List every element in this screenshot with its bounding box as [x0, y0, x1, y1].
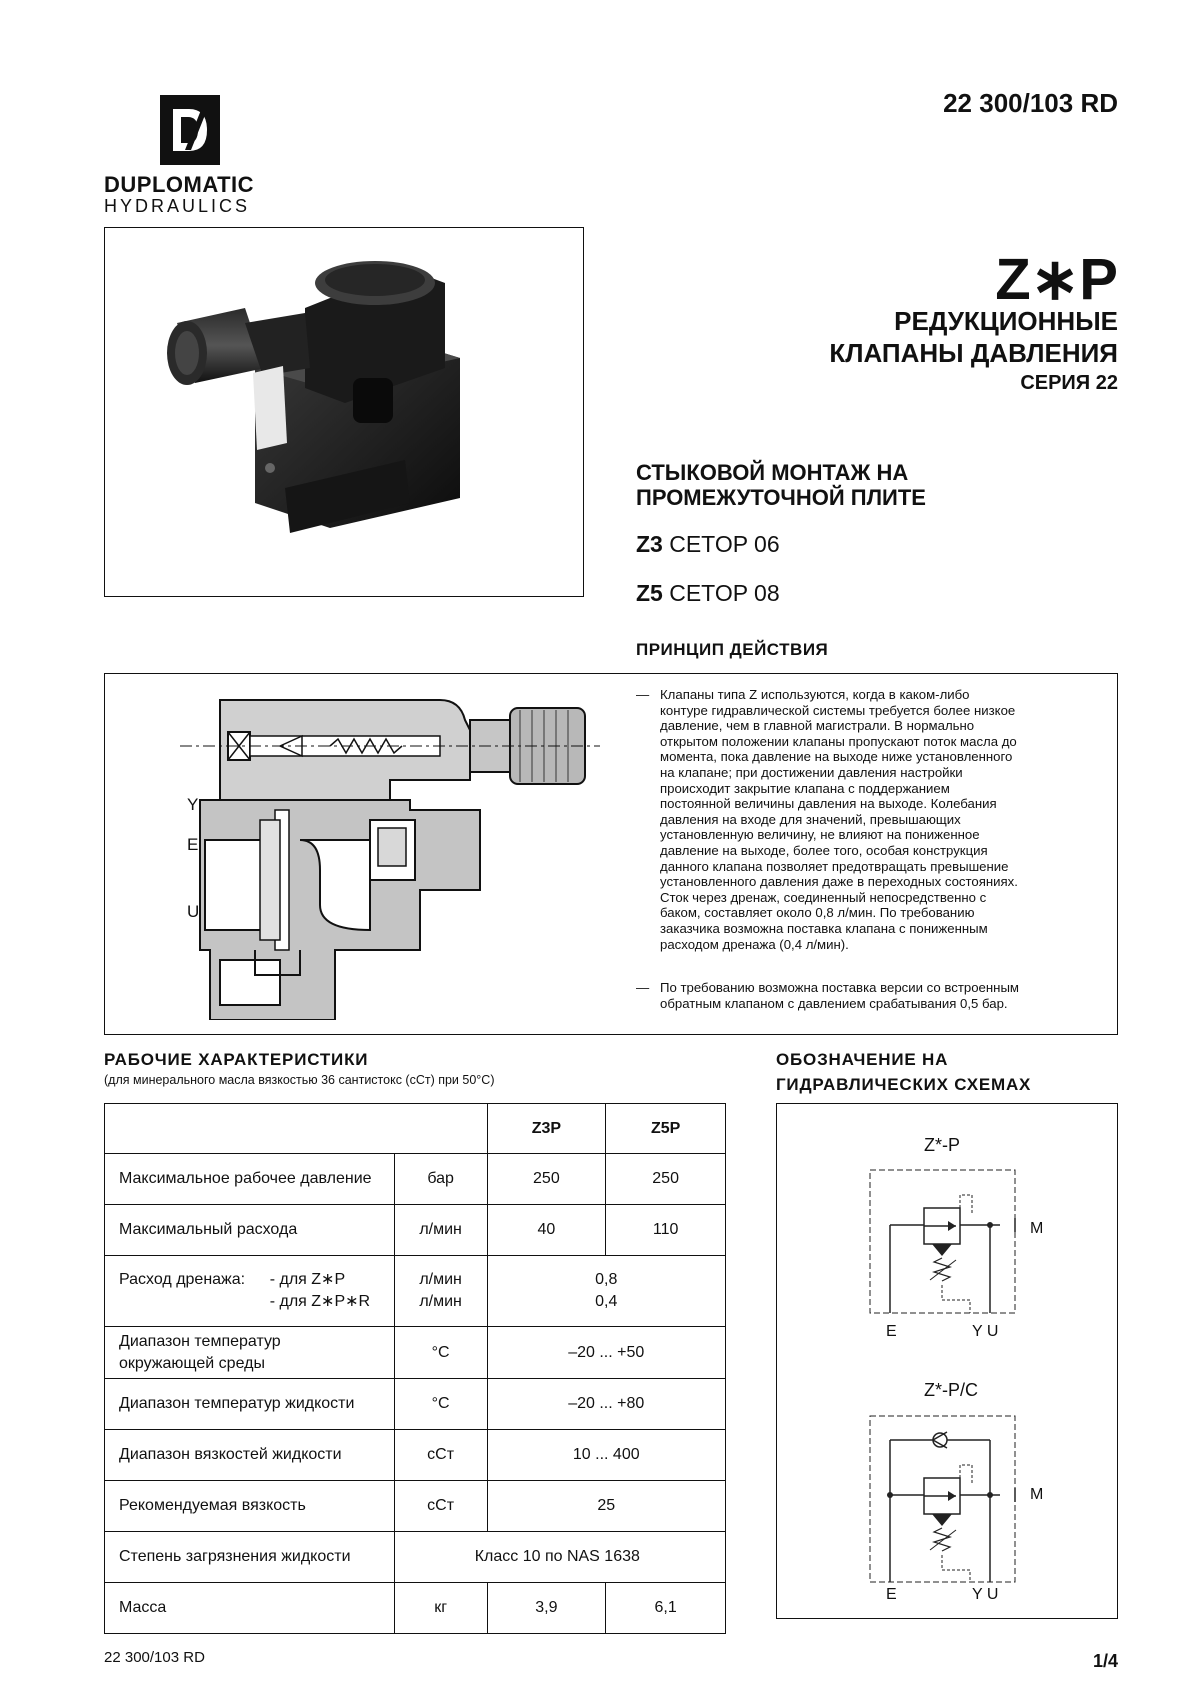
model-title: Z∗P [995, 247, 1118, 312]
page-number: 1/4 [1092, 1651, 1118, 1671]
operation-title: ПРИНЦИП ДЕЙСТВИЯ [636, 640, 829, 659]
diagram-2-symbol [860, 1410, 1020, 1585]
diagram-1-name: Z*-P [924, 1135, 960, 1155]
table-row: Максимальное рабочее давление бар 250 250 [105, 1154, 726, 1205]
table-row: Рекомендуемая вязкость сСт 25 [105, 1481, 726, 1532]
diagram-2-port-m: M [1030, 1486, 1044, 1503]
diagram-1-port-yu: Y U [972, 1323, 999, 1340]
table-row: Масса кг 3,9 6,1 [105, 1583, 726, 1634]
table-header-row [105, 1104, 726, 1154]
specs-title: РАБОЧИЕ ХАРАКТЕРИСТИКИ [104, 1050, 369, 1069]
mounting-line-2: ПРОМЕЖУТОЧНОЙ ПЛИТЕ [636, 485, 926, 510]
table-row: Расход дренажа: - для Z∗P - для Z∗P∗R л/мин л/мин 0,8 0,4 [105, 1256, 726, 1327]
schematics-title-1: ОБОЗНАЧЕНИЕ НА [776, 1050, 949, 1069]
table-row: Максимальный расхода л/мин 40 110 [105, 1205, 726, 1256]
diagram-1-port-e: E [886, 1323, 897, 1340]
specs-table [104, 1103, 726, 1634]
title-line-2: КЛАПАНЫ ДАВЛЕНИЯ [829, 338, 1118, 368]
title-line-1: РЕДУКЦИОННЫЕ [894, 306, 1118, 336]
drain-flow-label: Расход дренажа: - для Z∗P - для Z∗P∗R [105, 1256, 395, 1327]
table-row: Степень загрязнения жидкости Класс 10 по NAS 1638 [105, 1532, 726, 1583]
port-label-e: E [187, 835, 199, 854]
diagram-1-port-m: M [1030, 1220, 1044, 1237]
valve-photo [105, 228, 582, 595]
table-row: Диапазон вязкостей жидкости сСт 10 ... 400 [105, 1430, 726, 1481]
product-photo-frame [104, 227, 584, 597]
specs-note: (для минерального масла вязкостью 36 сантистокс (сСт) при 50°С) [104, 1073, 495, 1087]
size-z5: Z5 CETOP 08 [636, 580, 780, 606]
col-z3p: Z3P [487, 1104, 606, 1154]
port-label-u: U [187, 902, 200, 921]
table-row: Диапазон температур окружающей среды °С –20 ... +50 [105, 1327, 726, 1379]
size-z3: Z3 CETOP 06 [636, 531, 780, 557]
brand-subname: HYDRAULICS [104, 196, 251, 216]
port-label-y: Y [187, 795, 199, 814]
col-z5p: Z5P [606, 1104, 726, 1154]
schematics-title-2: ГИДРАВЛИЧЕСКИХ СХЕМАХ [776, 1075, 1032, 1094]
operation-paragraph-1: — Клапаны типа Z используются, когда в каком-либо контуре гидравлической системы требуется более низкое давление, чем в главной магистрали. В нормально открытом положении клапаны пропускают поток масла до момента, пока давление на выходе ниже установленного на клапане; при достижении давления настройки происходит закрытие клапана с поддержанием постоянной величины давления на выходе. Колебания давления на входе для значений, превышающих установленную величину, не влияют на пониженное давление на выходе, более того, особая конструкция данного клапана позволяет предотвращать превышение установленного давления даже в переходных состояниях. Сток через дренаж, соединенный непосредственно с баком, составляет около 0,8 л/мин. По требованию заказчика возможна поставка клапана с пониженным расходом дренажа (0,4 л/мин). [636, 687, 1018, 952]
valve-section-diagram [180, 690, 600, 1020]
diagram-2-port-yu: Y U [972, 1586, 999, 1603]
document-number: 22 300/103 RD [943, 88, 1118, 118]
operation-paragraph-2: — По требованию возможна поставка версии со встроенным обратным клапаном с давлением срабатывания 0,5 бар. [636, 980, 1019, 1011]
mounting-line-1: СТЫКОВОЙ МОНТАЖ НА [636, 460, 909, 485]
table-row: Диапазон температур жидкости °С –20 ... +80 [105, 1379, 726, 1430]
footer-doc-number: 22 300/103 RD [104, 1649, 205, 1666]
diagram-2-port-e: E [886, 1586, 897, 1603]
series-label: СЕРИЯ 22 [1020, 372, 1118, 394]
brand-name: DUPLOMATIC [104, 172, 255, 197]
diagram-2-name: Z*-P/C [924, 1380, 978, 1400]
brand-logo-d-icon [171, 106, 209, 154]
diagram-1-symbol [860, 1160, 1020, 1320]
